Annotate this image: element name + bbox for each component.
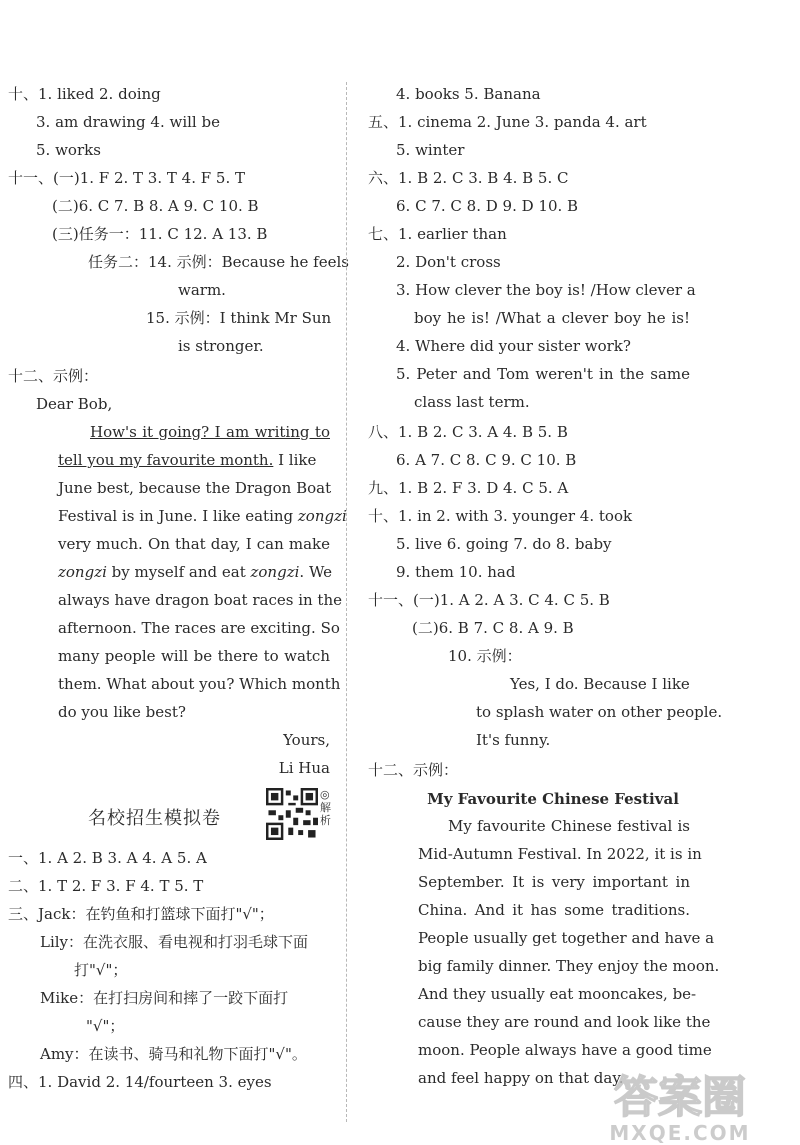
answer-line: to splash water on other people. [476,703,723,721]
answer-line: 四、1. David 2. 14/fourteen 3. eyes [8,1073,272,1091]
qr-code-icon[interactable] [266,788,318,840]
letter-line: them. What about you? Which month [58,675,341,693]
answer-line: 5. Peter and Tom weren't in the same [396,365,690,383]
essay-line: People usually get together and have a [418,929,715,947]
answer-line: 二、1. T 2. F 3. F 4. T 5. T [8,877,204,895]
letter-line: afternoon. The races are exciting. So [58,619,340,637]
exam-title: 名校招生模拟卷 [88,808,221,829]
answer-line: 一、1. A 2. B 3. A 4. A 5. A [8,849,207,867]
letter-line: do you like best? [58,703,186,721]
answer-line: Amy：在读书、骑马和礼物下面打"√"。 [40,1045,307,1063]
essay-line: cause they are round and look like the [418,1013,711,1031]
letter-line: many people will be there to watch [58,647,330,665]
answer-line: 五、1. cinema 2. June 3. panda 4. art [368,113,647,131]
letter-closing: Yours, [283,731,330,749]
answer-line: class last term. [414,393,530,411]
essay-line: and feel happy on that day. [418,1069,624,1087]
answer-line: 十一、(一)1. A 2. A 3. C 4. C 5. B [368,591,610,609]
answer-line: 10. 示例： [448,647,522,665]
answer-line: 15. 示例：I think Mr Sun [146,309,332,327]
answer-line: 4. books 5. Banana [396,85,541,103]
answer-line: Lily：在洗衣服、看电视和打羽毛球下面 [40,933,309,951]
letter-salutation: Dear Bob, [36,395,113,413]
watermark-logo [560,1060,800,1145]
letter-text: I like [273,451,317,469]
answer-line: warm. [178,281,226,299]
letter-text: Festival is in June. I like eating [58,507,298,525]
letter-text: . We [299,563,333,581]
letter-text: by myself and eat [106,563,251,581]
answer-line: (三)任务一：11. C 12. A 13. B [52,225,268,243]
answer-line: It's funny. [476,731,551,749]
qr-label: ◎解析 [320,788,331,827]
letter-line: June best, because the Dragon Boat [58,479,332,497]
essay-title: My Favourite Chinese Festival [427,790,679,808]
answer-line: is stronger. [178,337,264,355]
answer-line: 九、1. B 2. F 3. D 4. C 5. A [368,479,569,497]
essay-line: My favourite Chinese festival is [448,817,690,835]
answer-line: (二)6. C 7. B 8. A 9. C 10. B [52,197,259,215]
essay-line: Mid-Autumn Festival. In 2022, it is in [418,845,702,863]
essay-line: China. And it has some traditions. [418,901,690,919]
answer-line: 十、1. liked 2. doing [8,85,161,103]
letter-line [58,450,330,470]
essay-line: moon. People always have a good time [418,1041,712,1059]
answer-line: 5. works [36,141,101,159]
letter-underlined: How's it going? I am writing to [90,423,330,441]
answer-line: 2. Don't cross [396,253,501,271]
letter-line [90,422,330,442]
answer-line: 5. winter [396,141,465,159]
watermark-url: MXQE.COM [609,1121,751,1145]
answer-line: 八、1. B 2. C 3. A 4. B 5. B [368,423,568,441]
answer-line: 4. Where did your sister work? [396,337,631,355]
answer-line: 十、1. in 2. with 3. younger 4. took [368,507,633,525]
essay-line: September. It is very important in [418,873,690,891]
answer-line: 9. them 10. had [396,563,516,581]
answer-line: boy he is! /What a clever boy he is! [414,309,690,327]
answer-line: 3. am drawing 4. will be [36,113,220,131]
essay-line: And they usually eat mooncakes, be- [418,985,697,1003]
letter-line [58,562,332,582]
answer-line: 5. live 6. going 7. do 8. baby [396,535,612,553]
essay-line: big family dinner. They enjoy the moon. [418,957,720,975]
answer-line: 十二、示例： [368,761,459,779]
answer-line: 打"√"； [74,961,128,979]
answer-line: 七、1. earlier than [368,225,507,243]
answer-line: 十二、示例： [8,367,99,385]
letter-signature: Li Hua [278,759,330,777]
answer-line: 3. How clever the boy is! /How clever a [396,281,696,299]
letter-line: very much. On that day, I can make [58,535,330,553]
answer-line: (二)6. B 7. C 8. A 9. B [412,619,574,637]
letter-italic: zongzi [297,507,347,525]
answer-line: 6. C 7. C 8. D 9. D 10. B [396,197,579,215]
answer-line: 三、Jack：在钓鱼和打篮球下面打"√"； [8,905,274,923]
answer-line: 6. A 7. C 8. C 9. C 10. B [396,451,577,469]
letter-italic: zongzi [250,563,300,581]
letter-line: always have dragon boat races in the [58,591,342,609]
answer-line: Yes, I do. Because I like [510,675,690,693]
column-divider [346,82,347,1122]
letter-line [58,506,347,526]
letter-underlined: tell you my favourite month. [58,451,274,469]
answer-line: 十一、(一)1. F 2. T 3. T 4. F 5. T [8,169,246,187]
answer-line: Mike：在打扫房间和摔了一跤下面打 [40,989,289,1007]
answer-line: 任务二：14. 示例：Because he feels [88,253,349,271]
watermark-text: 答案圈 [614,1072,746,1123]
letter-italic: zongzi [58,563,107,581]
answer-line: 六、1. B 2. C 3. B 4. B 5. C [368,169,569,187]
answer-line: "√"； [86,1017,125,1035]
